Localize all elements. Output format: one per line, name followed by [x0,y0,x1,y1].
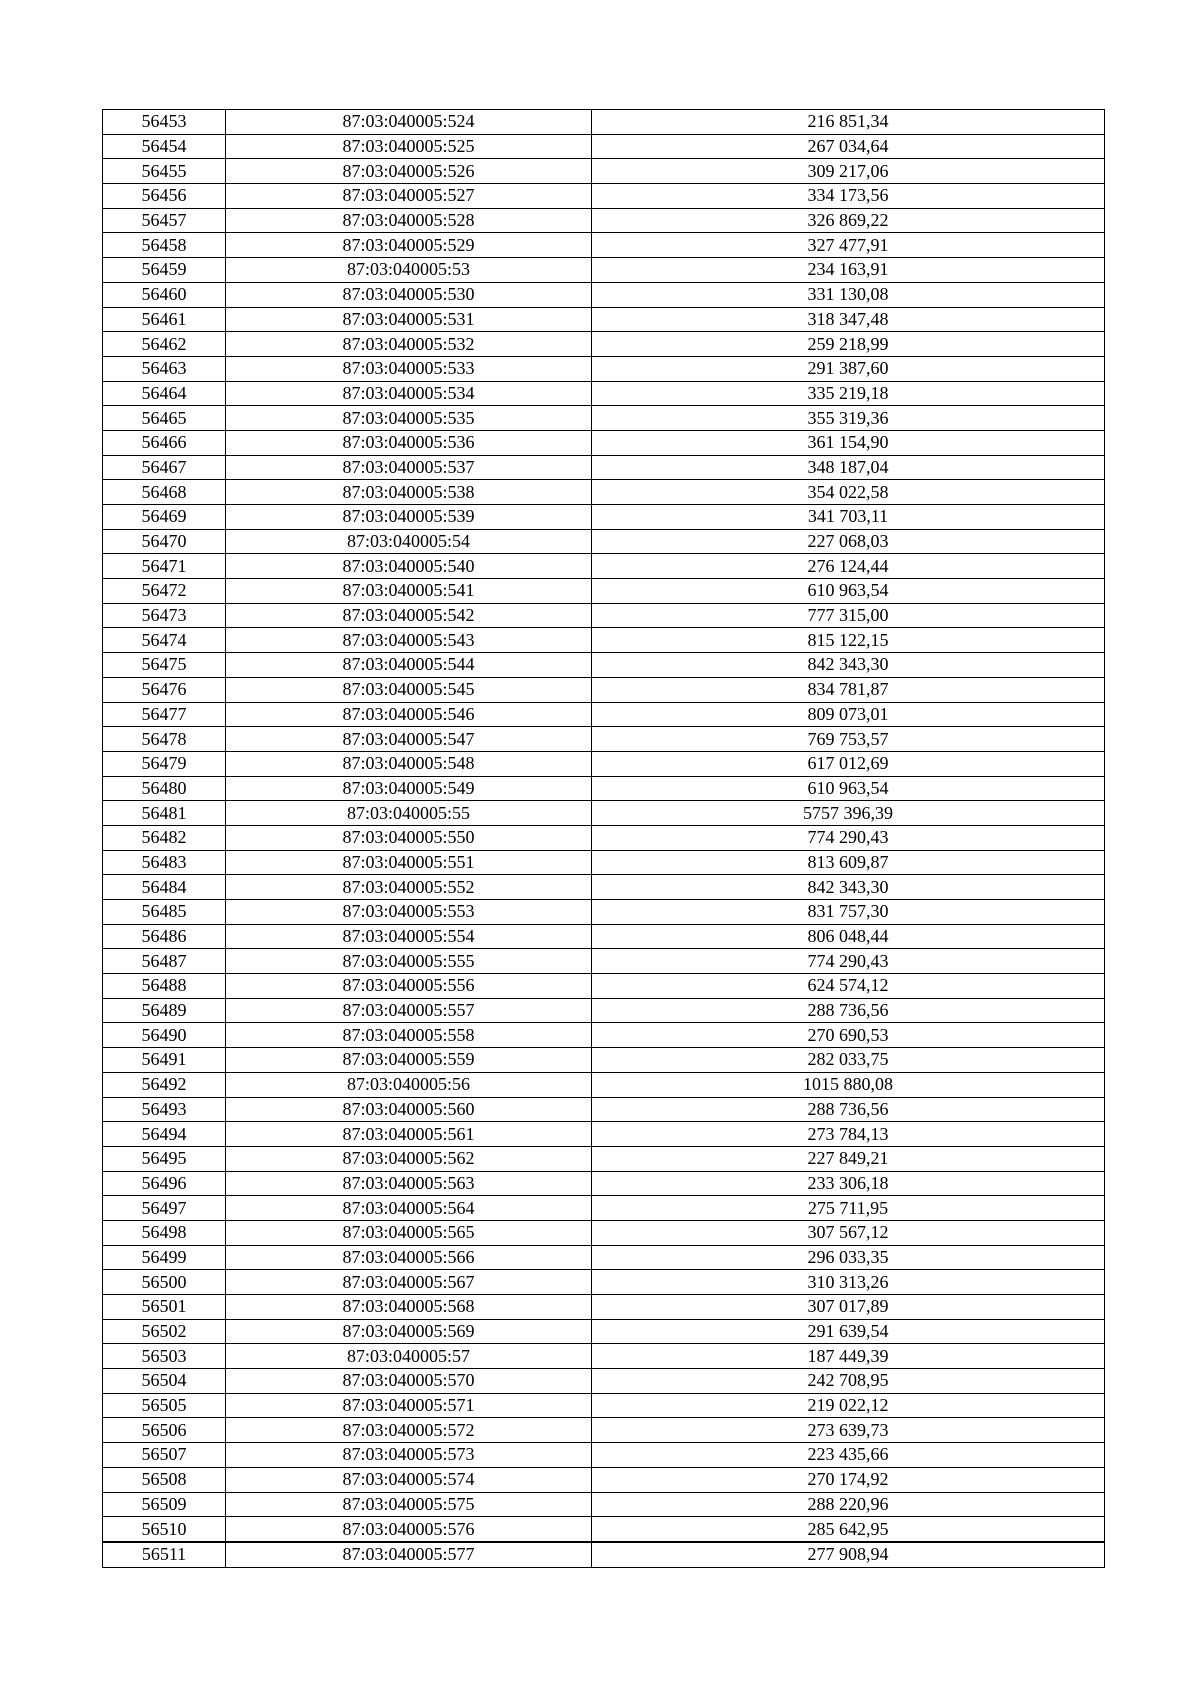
table-row [103,1220,1105,1245]
cadastral-value-cell: 275 711,95 [592,1196,1105,1221]
cadastral-value-cell: 242 708,95 [592,1369,1105,1394]
cadastral-number-cell: 87:03:040005:540 [226,554,592,579]
cadastral-number-cell: 87:03:040005:568 [226,1295,592,1320]
table-row [103,1048,1105,1073]
table-row [103,1344,1105,1369]
cadastral-value-table [102,109,1105,1568]
table-row [103,356,1105,381]
cadastral-number-cell: 87:03:040005:553 [226,900,592,925]
cadastral-value-cell: 277 908,94 [592,1542,1105,1567]
row-number-cell: 56454 [103,134,226,159]
table-row [103,579,1105,604]
table-row [103,653,1105,678]
table-row [103,1517,1105,1542]
cadastral-value-cell: 834 781,87 [592,677,1105,702]
row-number-cell: 56486 [103,924,226,949]
cadastral-value-cell: 326 869,22 [592,208,1105,233]
table-row [103,1319,1105,1344]
table-row [103,480,1105,505]
cadastral-value-cell: 334 173,56 [592,184,1105,209]
cadastral-number-cell: 87:03:040005:575 [226,1492,592,1517]
row-number-cell: 56456 [103,184,226,209]
cadastral-number-cell: 87:03:040005:55 [226,801,592,826]
cadastral-value-cell: 813 609,87 [592,850,1105,875]
row-number-cell: 56470 [103,529,226,554]
cadastral-number-cell: 87:03:040005:536 [226,430,592,455]
cadastral-number-cell: 87:03:040005:560 [226,1097,592,1122]
row-number-cell: 56504 [103,1369,226,1394]
row-number-cell: 56481 [103,801,226,826]
cadastral-value-cell: 777 315,00 [592,603,1105,628]
row-number-cell: 56510 [103,1517,226,1542]
table-row [103,1146,1105,1171]
cadastral-number-cell: 87:03:040005:530 [226,282,592,307]
row-number-cell: 56476 [103,677,226,702]
cadastral-value-cell: 842 343,30 [592,653,1105,678]
cadastral-number-cell: 87:03:040005:558 [226,1023,592,1048]
row-number-cell: 56508 [103,1467,226,1492]
cadastral-number-cell: 87:03:040005:552 [226,875,592,900]
row-number-cell: 56455 [103,159,226,184]
table-row [103,381,1105,406]
cadastral-value-cell: 1015 880,08 [592,1072,1105,1097]
cadastral-value-cell: 309 217,06 [592,159,1105,184]
table-row [103,282,1105,307]
table-row [103,134,1105,159]
cadastral-number-cell: 87:03:040005:534 [226,381,592,406]
cadastral-number-cell: 87:03:040005:566 [226,1245,592,1270]
row-number-cell: 56467 [103,455,226,480]
row-number-cell: 56505 [103,1393,226,1418]
cadastral-number-cell: 87:03:040005:543 [226,628,592,653]
cadastral-value-cell: 348 187,04 [592,455,1105,480]
table-row [103,603,1105,628]
table-row [103,998,1105,1023]
cadastral-number-cell: 87:03:040005:570 [226,1369,592,1394]
table-row [103,801,1105,826]
table-row [103,529,1105,554]
cadastral-number-cell: 87:03:040005:54 [226,529,592,554]
row-number-cell: 56461 [103,307,226,332]
table-row [103,1072,1105,1097]
table-row [103,159,1105,184]
cadastral-number-cell: 87:03:040005:557 [226,998,592,1023]
table-row [103,1196,1105,1221]
cadastral-number-cell: 87:03:040005:546 [226,702,592,727]
table-row [103,1542,1105,1567]
row-number-cell: 56511 [103,1542,226,1567]
row-number-cell: 56487 [103,949,226,974]
row-number-cell: 56460 [103,282,226,307]
cadastral-value-cell: 774 290,43 [592,825,1105,850]
cadastral-number-cell: 87:03:040005:542 [226,603,592,628]
cadastral-value-cell: 273 639,73 [592,1418,1105,1443]
cadastral-number-cell: 87:03:040005:537 [226,455,592,480]
row-number-cell: 56469 [103,505,226,530]
row-number-cell: 56485 [103,900,226,925]
cadastral-number-cell: 87:03:040005:541 [226,579,592,604]
row-number-cell: 56482 [103,825,226,850]
cadastral-number-cell: 87:03:040005:567 [226,1270,592,1295]
cadastral-value-cell: 223 435,66 [592,1443,1105,1468]
table-row [103,1171,1105,1196]
table-row [103,751,1105,776]
row-number-cell: 56477 [103,702,226,727]
row-number-cell: 56506 [103,1418,226,1443]
cadastral-number-cell: 87:03:040005:525 [226,134,592,159]
row-number-cell: 56484 [103,875,226,900]
table-row [103,1443,1105,1468]
table-body [103,110,1105,1568]
table-row [103,949,1105,974]
cadastral-number-cell: 87:03:040005:569 [226,1319,592,1344]
table-row [103,1369,1105,1394]
row-number-cell: 56492 [103,1072,226,1097]
row-number-cell: 56490 [103,1023,226,1048]
cadastral-number-cell: 87:03:040005:539 [226,505,592,530]
cadastral-number-cell: 87:03:040005:574 [226,1467,592,1492]
row-number-cell: 56501 [103,1295,226,1320]
row-number-cell: 56491 [103,1048,226,1073]
table-row [103,677,1105,702]
table-row [103,825,1105,850]
cadastral-value-cell: 270 174,92 [592,1467,1105,1492]
cadastral-number-cell: 87:03:040005:556 [226,974,592,999]
row-number-cell: 56488 [103,974,226,999]
cadastral-number-cell: 87:03:040005:554 [226,924,592,949]
row-number-cell: 56507 [103,1443,226,1468]
cadastral-number-cell: 87:03:040005:524 [226,110,592,135]
row-number-cell: 56503 [103,1344,226,1369]
row-number-cell: 56493 [103,1097,226,1122]
table-row [103,307,1105,332]
cadastral-number-cell: 87:03:040005:53 [226,258,592,283]
row-number-cell: 56474 [103,628,226,653]
table-row [103,900,1105,925]
table-row [103,258,1105,283]
cadastral-value-cell: 273 784,13 [592,1122,1105,1147]
table-row [103,332,1105,357]
table-row [103,924,1105,949]
row-number-cell: 56475 [103,653,226,678]
cadastral-value-cell: 809 073,01 [592,702,1105,727]
cadastral-value-cell: 291 639,54 [592,1319,1105,1344]
cadastral-number-cell: 87:03:040005:527 [226,184,592,209]
cadastral-number-cell: 87:03:040005:551 [226,850,592,875]
table-row [103,554,1105,579]
cadastral-value-cell: 774 290,43 [592,949,1105,974]
cadastral-number-cell: 87:03:040005:545 [226,677,592,702]
cadastral-number-cell: 87:03:040005:550 [226,825,592,850]
table-row [103,1270,1105,1295]
table-row [103,184,1105,209]
row-number-cell: 56478 [103,727,226,752]
cadastral-value-cell: 276 124,44 [592,554,1105,579]
cadastral-number-cell: 87:03:040005:562 [226,1146,592,1171]
cadastral-value-cell: 296 033,35 [592,1245,1105,1270]
table-row [103,702,1105,727]
cadastral-number-cell: 87:03:040005:544 [226,653,592,678]
cadastral-number-cell: 87:03:040005:563 [226,1171,592,1196]
cadastral-number-cell: 87:03:040005:555 [226,949,592,974]
row-number-cell: 56483 [103,850,226,875]
cadastral-value-cell: 354 022,58 [592,480,1105,505]
table-row [103,974,1105,999]
row-number-cell: 56495 [103,1146,226,1171]
cadastral-value-cell: 307 567,12 [592,1220,1105,1245]
row-number-cell: 56473 [103,603,226,628]
row-number-cell: 56494 [103,1122,226,1147]
cadastral-number-cell: 87:03:040005:572 [226,1418,592,1443]
row-number-cell: 56459 [103,258,226,283]
table-row [103,1245,1105,1270]
cadastral-value-cell: 318 347,48 [592,307,1105,332]
table-row [103,110,1105,135]
table-row [103,1097,1105,1122]
cadastral-number-cell: 87:03:040005:559 [226,1048,592,1073]
cadastral-value-cell: 355 319,36 [592,406,1105,431]
table-row [103,1418,1105,1443]
cadastral-value-cell: 769 753,57 [592,727,1105,752]
cadastral-number-cell: 87:03:040005:531 [226,307,592,332]
cadastral-number-cell: 87:03:040005:547 [226,727,592,752]
row-number-cell: 56499 [103,1245,226,1270]
cadastral-number-cell: 87:03:040005:548 [226,751,592,776]
row-number-cell: 56464 [103,381,226,406]
cadastral-value-cell: 341 703,11 [592,505,1105,530]
row-number-cell: 56462 [103,332,226,357]
table-row [103,875,1105,900]
cadastral-value-cell: 288 736,56 [592,1097,1105,1122]
table-row [103,1492,1105,1517]
row-number-cell: 56463 [103,356,226,381]
row-number-cell: 56479 [103,751,226,776]
cadastral-value-cell: 327 477,91 [592,233,1105,258]
cadastral-value-cell: 227 849,21 [592,1146,1105,1171]
cadastral-number-cell: 87:03:040005:56 [226,1072,592,1097]
cadastral-number-cell: 87:03:040005:549 [226,776,592,801]
table-row [103,628,1105,653]
row-number-cell: 56500 [103,1270,226,1295]
table-row [103,727,1105,752]
table-row [103,1467,1105,1492]
row-number-cell: 56502 [103,1319,226,1344]
row-number-cell: 56509 [103,1492,226,1517]
cadastral-value-cell: 307 017,89 [592,1295,1105,1320]
cadastral-number-cell: 87:03:040005:533 [226,356,592,381]
cadastral-value-cell: 219 022,12 [592,1393,1105,1418]
row-number-cell: 56465 [103,406,226,431]
cadastral-value-cell: 270 690,53 [592,1023,1105,1048]
cadastral-value-cell: 234 163,91 [592,258,1105,283]
cadastral-value-cell: 282 033,75 [592,1048,1105,1073]
table-row [103,406,1105,431]
table-row [103,208,1105,233]
table-row [103,850,1105,875]
cadastral-value-cell: 288 736,56 [592,998,1105,1023]
cadastral-value-cell: 361 154,90 [592,430,1105,455]
table-row [103,1295,1105,1320]
cadastral-value-cell: 617 012,69 [592,751,1105,776]
cadastral-number-cell: 87:03:040005:532 [226,332,592,357]
cadastral-value-cell: 216 851,34 [592,110,1105,135]
row-number-cell: 56472 [103,579,226,604]
cadastral-number-cell: 87:03:040005:529 [226,233,592,258]
cadastral-value-cell: 187 449,39 [592,1344,1105,1369]
cadastral-number-cell: 87:03:040005:526 [226,159,592,184]
cadastral-value-cell: 310 313,26 [592,1270,1105,1295]
cadastral-number-cell: 87:03:040005:565 [226,1220,592,1245]
row-number-cell: 56496 [103,1171,226,1196]
row-number-cell: 56466 [103,430,226,455]
cadastral-value-cell: 815 122,15 [592,628,1105,653]
table-row [103,1023,1105,1048]
table-row [103,233,1105,258]
cadastral-number-cell: 87:03:040005:561 [226,1122,592,1147]
table-row [103,505,1105,530]
cadastral-value-cell: 291 387,60 [592,356,1105,381]
cadastral-value-cell: 331 130,08 [592,282,1105,307]
row-number-cell: 56468 [103,480,226,505]
row-number-cell: 56480 [103,776,226,801]
cadastral-value-cell: 624 574,12 [592,974,1105,999]
cadastral-number-cell: 87:03:040005:538 [226,480,592,505]
row-number-cell: 56457 [103,208,226,233]
cadastral-number-cell: 87:03:040005:571 [226,1393,592,1418]
cadastral-value-cell: 267 034,64 [592,134,1105,159]
table-row [103,776,1105,801]
table-row [103,1122,1105,1147]
cadastral-number-cell: 87:03:040005:577 [226,1542,592,1567]
cadastral-value-cell: 831 757,30 [592,900,1105,925]
row-number-cell: 56453 [103,110,226,135]
row-number-cell: 56497 [103,1196,226,1221]
cadastral-number-cell: 87:03:040005:564 [226,1196,592,1221]
cadastral-value-cell: 259 218,99 [592,332,1105,357]
cadastral-value-cell: 285 642,95 [592,1517,1105,1542]
cadastral-value-cell: 288 220,96 [592,1492,1105,1517]
cadastral-number-cell: 87:03:040005:57 [226,1344,592,1369]
row-number-cell: 56458 [103,233,226,258]
row-number-cell: 56471 [103,554,226,579]
cadastral-value-cell: 335 219,18 [592,381,1105,406]
cadastral-value-cell: 806 048,44 [592,924,1105,949]
row-number-cell: 56489 [103,998,226,1023]
cadastral-number-cell: 87:03:040005:535 [226,406,592,431]
table-row [103,1393,1105,1418]
cadastral-value-cell: 227 068,03 [592,529,1105,554]
cadastral-value-cell: 5757 396,39 [592,801,1105,826]
cadastral-number-cell: 87:03:040005:528 [226,208,592,233]
table-row [103,430,1105,455]
cadastral-value-cell: 610 963,54 [592,776,1105,801]
row-number-cell: 56498 [103,1220,226,1245]
cadastral-number-cell: 87:03:040005:576 [226,1517,592,1542]
cadastral-value-cell: 233 306,18 [592,1171,1105,1196]
table-row [103,455,1105,480]
cadastral-value-cell: 610 963,54 [592,579,1105,604]
cadastral-number-cell: 87:03:040005:573 [226,1443,592,1468]
cadastral-value-cell: 842 343,30 [592,875,1105,900]
